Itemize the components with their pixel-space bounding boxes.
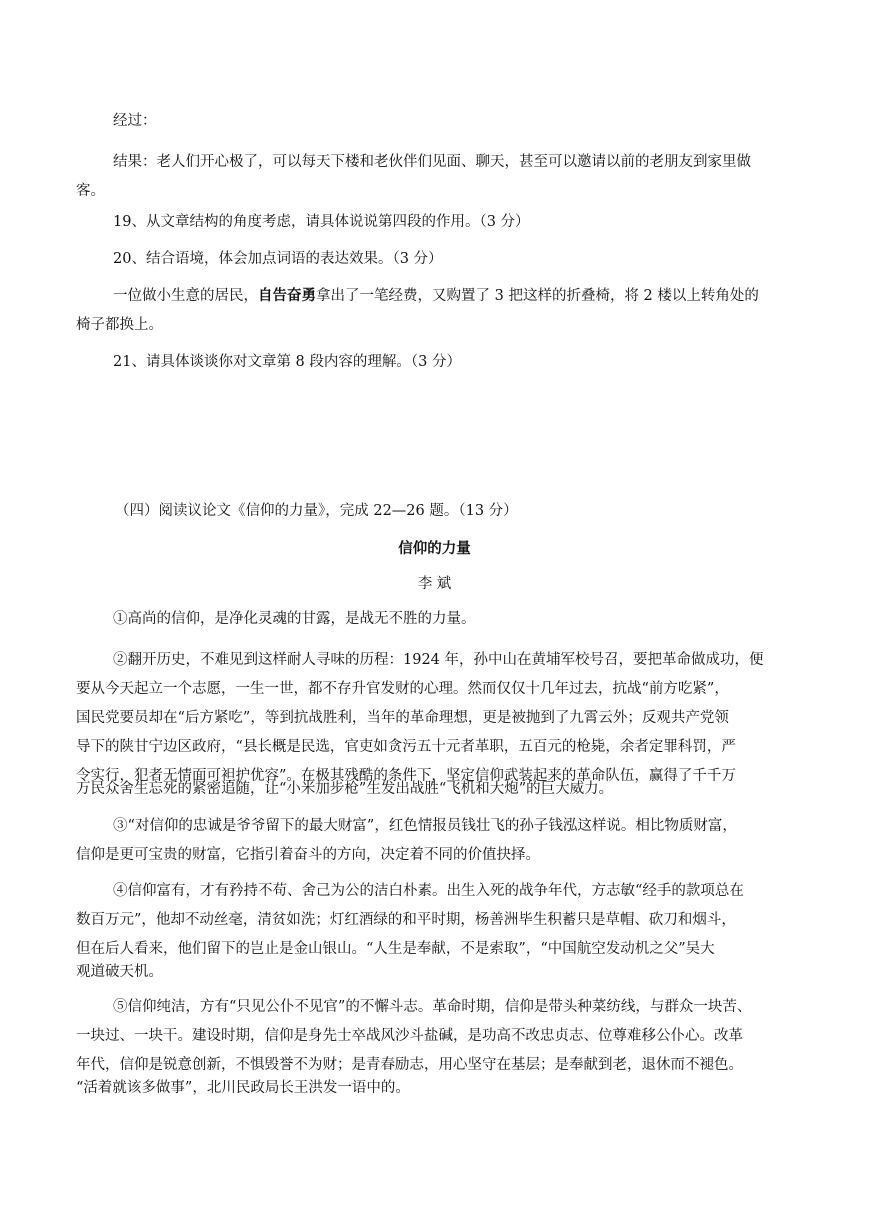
question-19: 19、从文章结构的角度考虑，请具体说说第四段的作用。（3 分） [113, 214, 530, 230]
question-21: 21、请具体谈谈你对文章第 8 段内容的理解。（3 分） [113, 354, 461, 370]
article-paragraph-5-line-1: ⑤信仰纯洁，方有“只见公仆不见官”的不懈斗志。革命时期，信仰是带头种菜纺线，与群众一块苦、 [113, 999, 752, 1015]
article-paragraph-2-line-4: 导下的陕甘宁边区政府，“县长概是民选，官吏如贪污五十元者革职，五百元的枪毙，余者定罪科罚，严 [76, 739, 736, 755]
result-line-1: 结果：老人们开心极了，可以每天下楼和老伙伴们见面、聊天，甚至可以邀请以前的老朋友到家里做 [113, 154, 751, 170]
article-paragraph-2-line-6: 万民众舍生忘死的紧密追随，让“小米加步枪”生发出战胜“飞机和大炮”的巨大威力。 [76, 781, 614, 797]
article-paragraph-5-line-2: 一块过、一块干。建设时期，信仰是身先士卒战风沙斗盐碱，是功高不改忠贞志、位尊难移公仆心。改革 [76, 1028, 743, 1044]
article-title: 信仰的力量 [398, 541, 471, 557]
article-paragraph-5-line-4: “活着就该多做事”，北川民政局长王洪发一语中的。 [76, 1080, 410, 1096]
q20-highlighted-phrase: 自告奋勇 [258, 288, 316, 304]
question-20-sentence-cont: 椅子都换上。 [76, 317, 163, 333]
article-paragraph-3-line-1: ③“对信仰的忠诚是爷爷留下的最大财富”，红色情报员钱壮飞的孙子钱泓这样说。相比物质财富， [113, 818, 737, 834]
article-paragraph-2-line-5: 令实行，犯者无情面可袒护优容”。在极其残酷的条件下，坚定信仰武装起来的革命队伍，赢得了千千万 [76, 768, 736, 784]
q20-text-after: 拿出了一笔经费，又购置了 3 把这样的折叠椅，将 2 楼以上转角处的 [316, 288, 759, 304]
process-label: 经过： [113, 113, 157, 129]
article-paragraph-2-line-3: 国民党要员却在“后方紧吃”，等到抗战胜利，当年的革命理想，更是被抛到了九霄云外；反观共产党领 [76, 710, 729, 726]
article-author: 李 斌 [417, 576, 452, 592]
article-paragraph-4-line-4: 观道破天机。 [76, 964, 163, 980]
question-20: 20、结合语境，体会加点词语的表达效果。（3 分） [113, 251, 443, 267]
article-paragraph-2-line-2: 要从今天起立一个志愿，一生一世，都不存升官发财的心理。然而仅仅十几年过去，抗战“前方吃紧”， [76, 681, 729, 697]
article-paragraph-2-line-1: ②翻开历史，不难见到这样耐人寻味的历程：1924 年，孙中山在黄埔军校号召，要把革命做成功，便 [113, 652, 764, 668]
section-four-heading: （四）阅读议论文《信仰的力量》，完成 22—26 题。（13 分） [115, 503, 518, 519]
article-paragraph-3-line-2: 信仰是更可宝贵的财富，它指引着奋斗的方向，决定着不同的价值抉择。 [76, 847, 540, 863]
article-paragraph-1: ①高尚的信仰，是净化灵魂的甘露，是战无不胜的力量。 [113, 611, 476, 627]
article-paragraph-5-line-3: 年代，信仰是锐意创新，不惧毁誉不为财；是青春励志，用心坚守在基层；是奉献到老，退休而不褪色。 [76, 1057, 743, 1073]
article-paragraph-4-line-1: ④信仰富有，才有矜持不苟、舍己为公的洁白朴素。出生入死的战争年代，方志敏“经手的款项总在 [113, 883, 744, 899]
article-paragraph-4-line-2: 数百万元”，他却不动丝毫，清贫如洗；灯红酒绿的和平时期，杨善洲毕生积蓄只是草帽、砍刀和烟斗， [76, 912, 736, 928]
article-paragraph-4-line-3: 但在后人看来，他们留下的岂止是金山银山。“人生是奉献，不是索取”，“中国航空发动机之父”吴大 [76, 941, 715, 957]
result-line-2: 客。 [76, 183, 105, 199]
question-20-sentence [113, 282, 793, 311]
q20-text-before: 一位做小生意的居民， [113, 288, 258, 304]
